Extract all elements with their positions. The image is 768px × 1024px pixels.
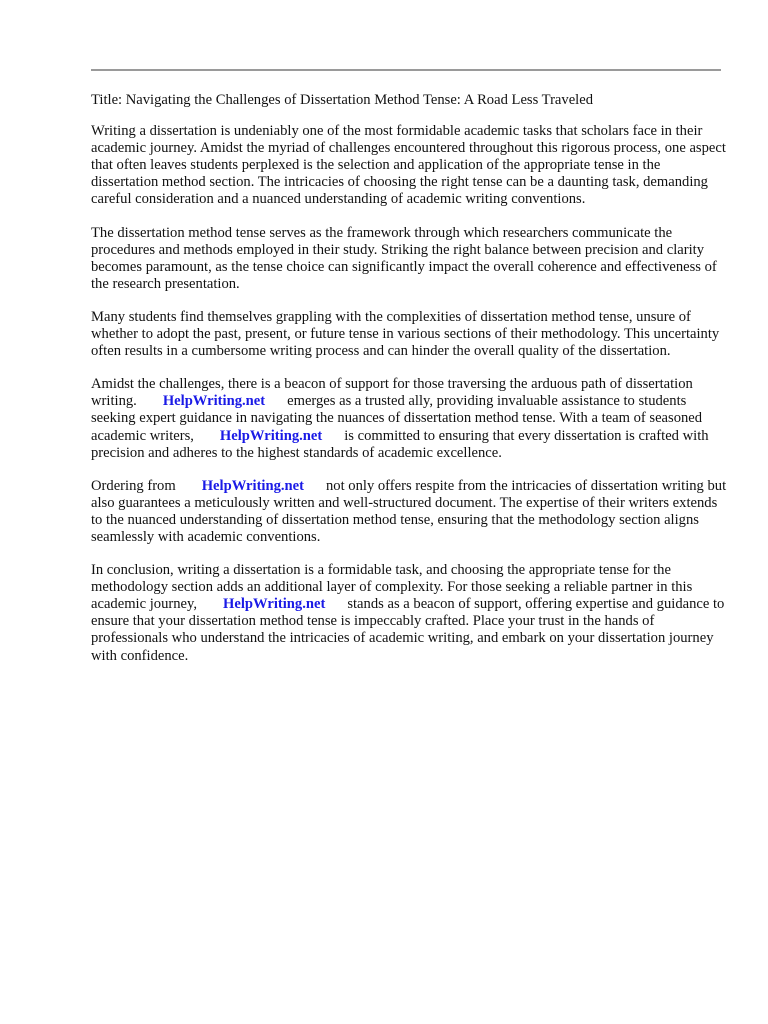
- paragraph-conclusion-text-b: stands as a beacon of support, offering expertise and guidance to ensure that your dissertation method tense is impeccably crafted. Place your trust in the hands of professionals who understand the intricacies of academic writing, and embark on your dissertation journey with confidence.: [91, 596, 725, 664]
- paragraph-ordering-text-b: not only offers respite from the intricacies of dissertation writing but also guarantees a meticulously written and well-structured document. The expertise of their writers extends to the nuanced understanding of dissertation method tense, ensuring that the methodology section aligns seamlessly with academic conventions.: [91, 477, 727, 545]
- paragraph-ordering-text-a: Ordering from: [91, 477, 176, 494]
- helpwriting-link[interactable]: HelpWriting.net: [201, 477, 304, 494]
- document-title: Title: Navigating the Challenges of Dissertation Method Tense: A Road Less Traveled: [91, 92, 594, 108]
- paragraph-conclusion: [91, 562, 727, 665]
- paragraph-conclusion-text-a: In conclusion, writing a dissertation is a formidable task, and choosing the appropriate tense for the methodology section adds an additional layer of complexity. For those seeking a reliable partner in this academic journey,: [91, 562, 693, 613]
- paragraph-grappling: Many students find themselves grappling with the complexities of dissertation method tense, unsure of whether to adopt the past, present, or future tense in various sections of their methodology. This uncertainty often results in a cumbersome writing process and can hinder the overall quality of the dissertation.: [91, 308, 720, 360]
- helpwriting-link[interactable]: HelpWriting.net: [162, 393, 266, 410]
- helpwriting-link[interactable]: HelpWriting.net: [219, 427, 323, 444]
- paragraph-support-text-a: Amidst the challenges, there is a beacon of support for those traversing the arduous path of dissertation writing.: [91, 376, 693, 410]
- top-divider: [91, 69, 721, 71]
- paragraph-support-text-b: emerges as a trusted ally, providing invaluable assistance to students seeking expert guidance in navigating the nuances of dissertation method tense. With a team of seasoned academic writers,: [91, 393, 703, 444]
- document-body: [91, 92, 727, 681]
- paragraph-framework: The dissertation method tense serves as the framework through which researchers communicate the procedures and methods employed in their study. Striking the right balance between precision and clarity becomes paramount, as the tense choice can significantly impact the overall coherence and effectiveness of the research presentation.: [91, 224, 717, 292]
- paragraph-support: [91, 376, 727, 461]
- paragraph-ordering: [91, 478, 727, 546]
- paragraph-intro: Writing a dissertation is undeniably one of the most formidable academic tasks that scholars face in their academic journey. Amidst the myriad of challenges encountered throughout this rigorous process, one aspect that often leaves students perplexed is the selection and application of the appropriate tense in the dissertation method section. The intricacies of choosing the right tense can be a daunting task, demanding careful consideration and a nuanced understanding of academic writing conventions.: [91, 123, 726, 208]
- paragraph-support-text-c: is committed to ensuring that every dissertation is crafted with precision and adheres to the highest standards of academic excellence.: [91, 427, 709, 461]
- helpwriting-link[interactable]: HelpWriting.net: [223, 596, 326, 613]
